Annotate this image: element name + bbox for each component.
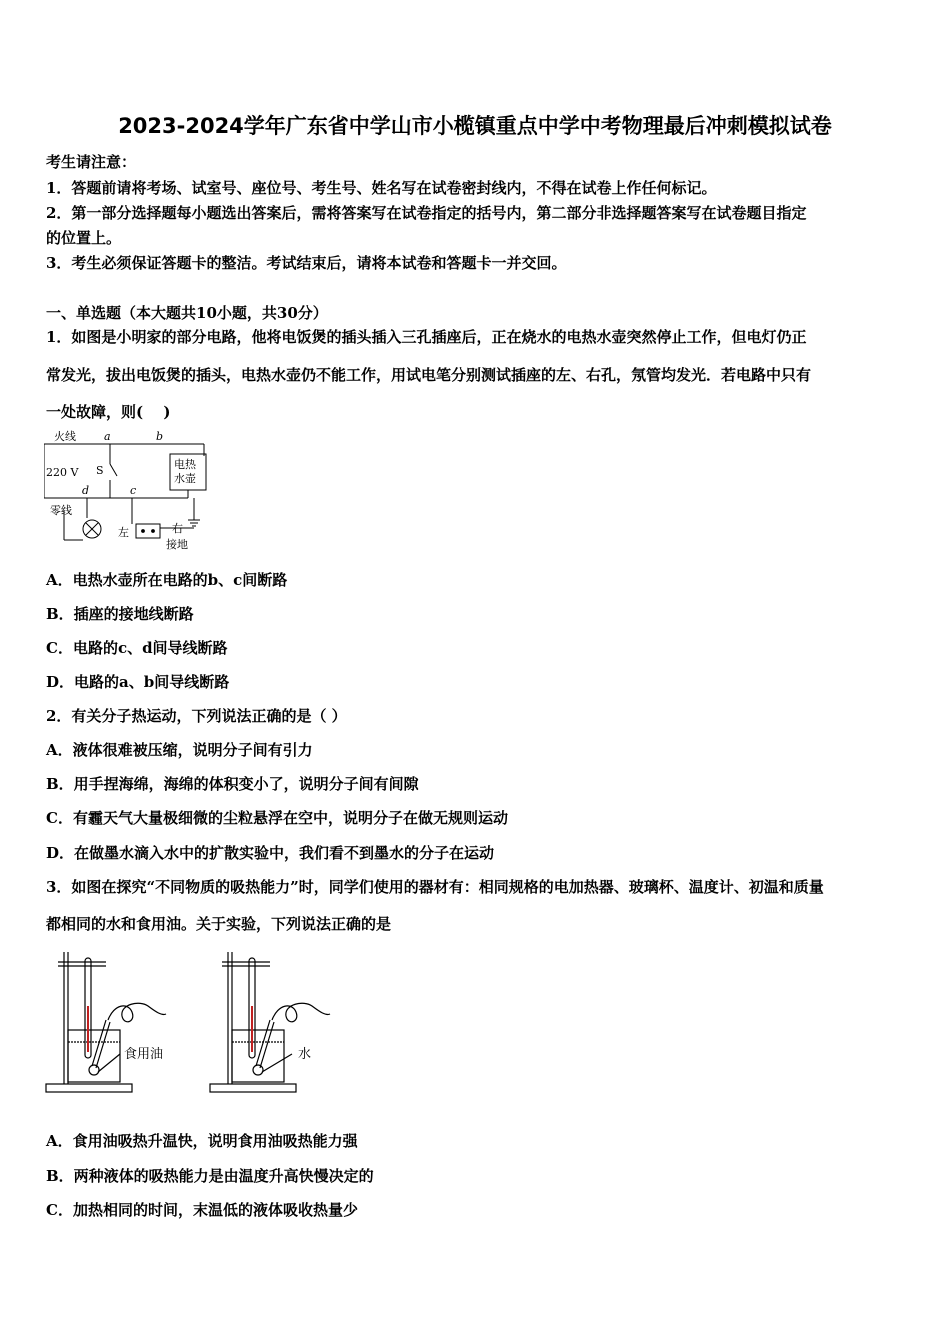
q3-oil-apparatus-figure bbox=[44, 946, 194, 1096]
q2-option: A．液体很难被压缩，说明分子间有引力 bbox=[46, 741, 313, 759]
voltage-label: 220 V bbox=[46, 466, 79, 479]
section-heading: 一、单选题（本大题共10小题，共30分） bbox=[46, 304, 328, 322]
q1-stem: 一处故障，则( ) bbox=[46, 403, 171, 421]
notice-heading: 考生请注意： bbox=[46, 153, 137, 171]
q3-stem: 都相同的水和食用油。关于实验，下列说法正确的是 bbox=[46, 915, 392, 933]
q1-option: C．电路的c、d间导线断路 bbox=[46, 639, 228, 657]
kettle-label-2: 水壶 bbox=[174, 472, 196, 485]
notice-item: 3．考生必须保证答题卡的整洁。考试结束后，请将本试卷和答题卡一并交回。 bbox=[46, 254, 567, 272]
q2-option: C．有霾天气大量极细微的尘粒悬浮在空中，说明分子在做无规则运动 bbox=[46, 809, 508, 827]
ground-label: 接地 bbox=[166, 538, 188, 551]
page-title: 2023-2024学年广东省中学山市小榄镇重点中学中考物理最后冲刺模拟试卷 bbox=[118, 114, 832, 138]
water-label: 水 bbox=[298, 1047, 312, 1062]
kettle-label-1: 电热 bbox=[174, 458, 196, 471]
q3-stem: 3．如图在探究“不同物质的吸热能力”时，同学们使用的器材有：相同规格的电加热器、玻璃杯、温度计、初温和质量 bbox=[46, 878, 824, 896]
q2-option: B．用手捏海绵，海绵的体积变小了，说明分子间有间隙 bbox=[46, 775, 419, 793]
q1-stem: 常发光，拔出电饭煲的插头，电热水壶仍不能工作，用试电笔分别测试插座的左、右孔，氖管均发光．若电路中只有 bbox=[46, 366, 812, 384]
q1-stem: 1．如图是小明家的部分电路，他将电饭煲的插头插入三孔插座后，正在烧水的电热水壶突然停止工作，但电灯仍正 bbox=[46, 328, 807, 346]
q3-option: A．食用油吸热升温快，说明食用油吸热能力强 bbox=[46, 1132, 358, 1150]
q2-stem: 2．有关分子热运动，下列说法正确的是（ ） bbox=[46, 707, 347, 725]
q3-option: B．两种液体的吸热能力是由温度升高快慢决定的 bbox=[46, 1167, 374, 1185]
fire-line-label: 火线 bbox=[54, 430, 76, 443]
socket-right-label: 右 bbox=[172, 522, 183, 535]
notice-item: 的位置上。 bbox=[46, 229, 122, 247]
oil-label: 食用油 bbox=[124, 1047, 164, 1062]
q3-option: C．加热相同的时间，末温低的液体吸收热量少 bbox=[46, 1201, 358, 1219]
socket-left-label: 左 bbox=[118, 526, 129, 539]
q1-option: A．电热水壶所在电路的b、c间断路 bbox=[46, 571, 288, 589]
q1-option: D．电路的a、b间导线断路 bbox=[46, 673, 230, 691]
notice-item: 1．答题前请将考场、试室号、座位号、考生号、姓名写在试卷密封线内，不得在试卷上作任何标记。 bbox=[46, 179, 717, 197]
neutral-line-label: 零线 bbox=[50, 504, 72, 517]
switch-label: S bbox=[96, 464, 104, 477]
point-b-label: b bbox=[156, 430, 164, 443]
notice-item: 2．第一部分选择题每小题选出答案后，需将答案写在试卷指定的括号内，第二部分非选择题答案写在试卷题目指定 bbox=[46, 204, 807, 222]
point-d-label: d bbox=[82, 484, 90, 497]
q3-water-apparatus-figure bbox=[208, 946, 358, 1096]
point-a-label: a bbox=[104, 430, 111, 443]
q1-circuit-figure bbox=[44, 428, 214, 554]
point-c-label: c bbox=[130, 484, 137, 497]
q2-option: D．在做墨水滴入水中的扩散实验中，我们看不到墨水的分子在运动 bbox=[46, 844, 495, 862]
q1-option: B．插座的接地线断路 bbox=[46, 605, 194, 623]
